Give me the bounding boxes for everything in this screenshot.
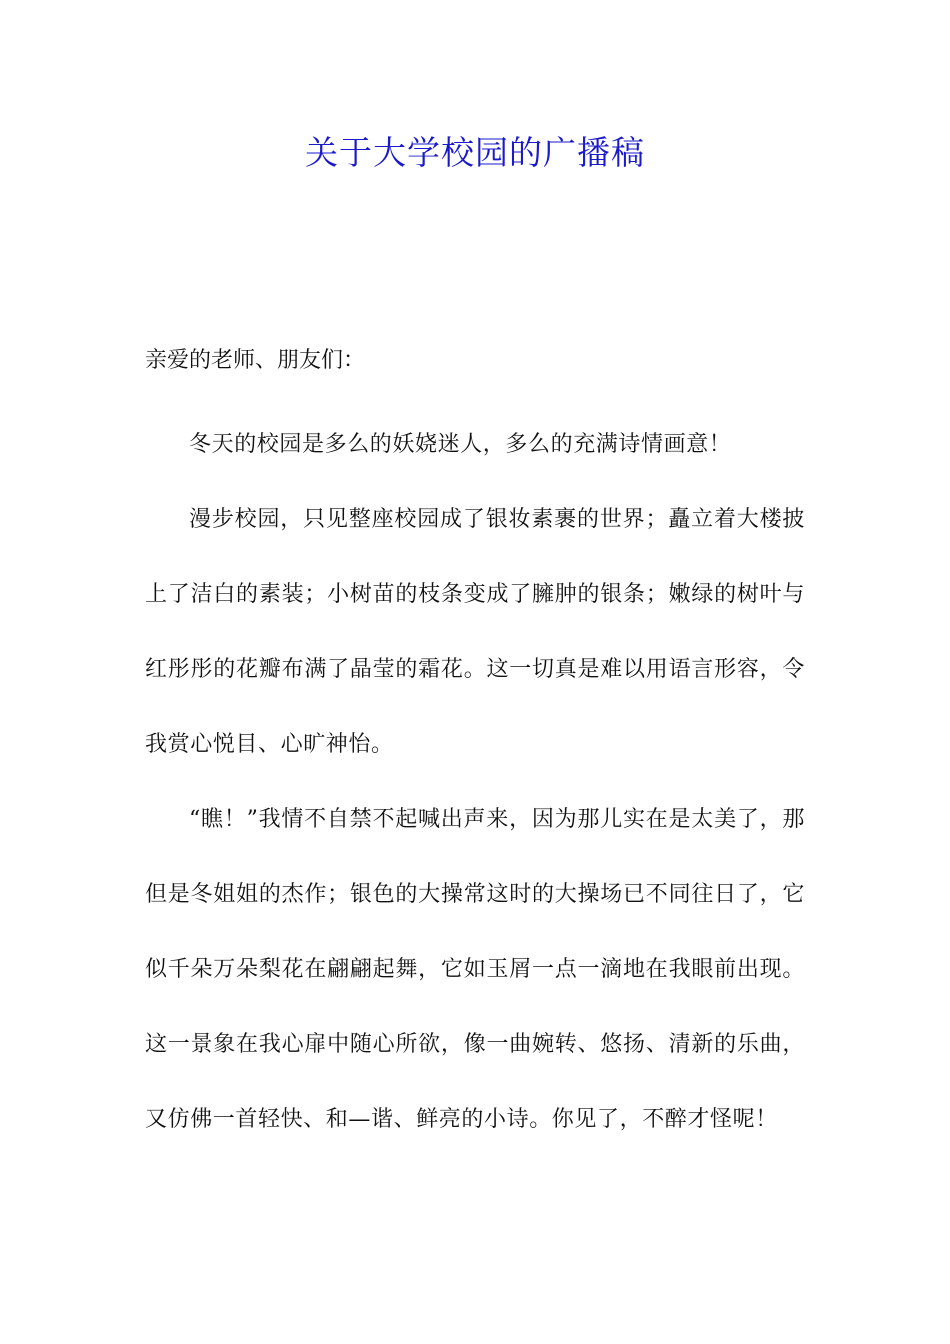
paragraph-2: 漫步校园，只见整座校园成了银妆素裹的世界；矗立着大楼披上了洁白的素装；小树苗的枝条变成了臃肿的银条；嫩绿的树叶与红彤彤的花瓣布满了晶莹的霜花。这一切真是难以用语言形容，令我赏心悦目、心旷神怡。 (145, 507, 805, 757)
paragraph-1: 冬天的校园是多么的妖娆迷人，多么的充满诗情画意！ (189, 432, 732, 457)
salutation: 亲爱的老师、朋友们： (145, 348, 366, 373)
document-body (145, 337, 805, 1157)
paragraph-3: “瞧！”我情不自禁不起喊出声来，因为那儿实在是太美了，那但是冬姐姐的杰作；银色的大操常这时的大操场已不同往日了，它似千朵万朵梨花在翩翩起舞，它如玉屑一点一滴地在我眼前出现。这一景象在我心扉中随心所欲，像一曲婉转、悠扬、清新的乐曲，又仿佛一首轻快、和—谐、鲜亮的小诗。你见了，不醉才怪呢！ (145, 807, 805, 1132)
document-title: 关于大学校园的广播稿 (305, 133, 645, 172)
